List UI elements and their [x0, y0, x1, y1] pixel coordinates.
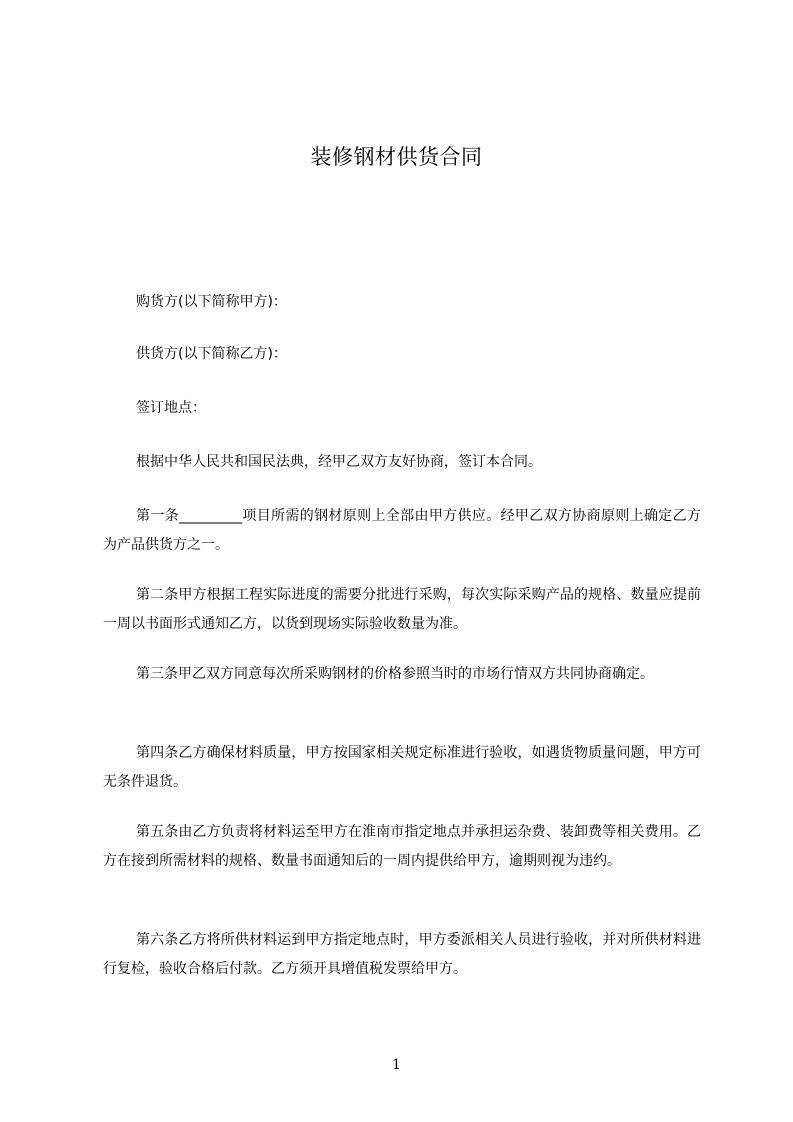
- article-2-paragraph: 第二条甲方根据工程实际进度的需要分批进行采购，每次实际采购产品的规格、数量应提前一周以书面形式通知乙方，以货到现场实际验收数量为准。: [103, 587, 701, 632]
- article-1-paragraph: 第一条_________项目所需的钢材原则上全部由甲方供应。经甲乙双方协商原则上确定乙方为产品供货方之一。: [103, 508, 701, 553]
- supplier-line: 供货方(以下简称乙方)：: [136, 346, 287, 362]
- article-6-paragraph: 第六条乙方将所供材料运到甲方指定地点时，甲方委派相关人员进行验收，并对所供材料进行复检，验收合格后付款。乙方须开具增值税发票给甲方。: [103, 932, 701, 977]
- page-number: 1: [392, 1057, 401, 1073]
- signing-place-line: 签订地点：: [136, 400, 206, 416]
- article-4-paragraph: 第四条乙方确保材料质量，甲方按国家相关规定标准进行验收，如遇货物质量问题，甲方可无条件退货。: [103, 745, 701, 790]
- article-3-paragraph: 第三条甲乙双方同意每次所采购钢材的价格参照当时的市场行情双方共同协商确定。: [136, 666, 654, 682]
- preamble-paragraph: 根据中华人民共和国民法典，经甲乙双方友好协商，签订本合同。: [136, 454, 542, 470]
- document-title: 装修钢材供货合同: [310, 145, 483, 169]
- buyer-line: 购货方(以下简称甲方)：: [136, 294, 287, 310]
- article-5-paragraph: 第五条由乙方负责将材料运至甲方在淮南市指定地点并承担运杂费、装卸费等相关费用。乙方在接到所需材料的规格、数量书面通知后的一周内提供给甲方，逾期则视为违约。: [103, 824, 701, 869]
